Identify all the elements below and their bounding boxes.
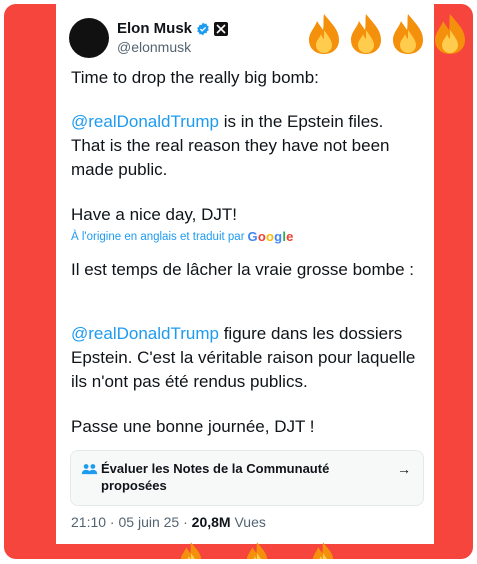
bottom-fire-emojis <box>174 541 340 559</box>
translated-mention-link[interactable]: @realDonaldTrump <box>71 324 219 343</box>
meta-separator: · <box>106 514 119 530</box>
verified-badge-icon <box>196 22 210 36</box>
community-notes-button[interactable] <box>70 450 424 506</box>
fire-icon <box>430 12 470 56</box>
author-name[interactable]: Elon Musk <box>117 20 193 37</box>
fire-emojis <box>304 12 470 56</box>
author-row <box>117 20 228 37</box>
tweet-line-3: Have a nice day, DJT! <box>71 205 237 224</box>
x-logo-icon <box>214 22 228 36</box>
avatar[interactable] <box>69 18 109 58</box>
fire-icon <box>306 541 340 559</box>
tweet-meta <box>71 514 266 530</box>
translation-note[interactable] <box>71 229 294 244</box>
tweet-card <box>56 4 434 544</box>
meta-separator: · <box>179 514 192 530</box>
fire-icon <box>388 12 428 56</box>
tweet-date[interactable]: 05 juin 25 <box>118 514 180 530</box>
tweet-line-1: Time to drop the really big bomb: <box>71 68 319 87</box>
translated-paragraph-2 <box>71 322 421 394</box>
community-notes-icon <box>81 462 98 476</box>
community-notes-label: Évaluer les Notes de la Communauté proposées <box>101 461 330 493</box>
fire-icon <box>174 541 208 559</box>
fire-icon <box>304 12 344 56</box>
tweet-paragraph-2 <box>71 110 421 182</box>
translation-note-label: À l'origine en anglais et traduit par <box>71 230 245 243</box>
view-count: 20,8M <box>191 514 231 530</box>
fire-icon <box>240 541 274 559</box>
red-frame <box>4 4 473 559</box>
mention-link[interactable]: @realDonaldTrump <box>71 112 219 131</box>
views-label: Vues <box>234 514 266 530</box>
translated-line-3: Passe une bonne journée, DJT ! <box>71 417 315 436</box>
google-logo: Google <box>247 229 294 244</box>
tweet-time[interactable]: 21:10 <box>71 514 107 530</box>
translated-line-2: figure dans les dossiers Epstein. C'est la véritable raison pour laquelle ils n'ont pas été rendus publics. <box>71 324 416 391</box>
translated-line-1: Il est temps de lâcher la vraie grosse bombe : <box>71 260 414 279</box>
author-handle[interactable]: @elonmusk <box>117 39 192 55</box>
fire-icon <box>346 12 386 56</box>
arrow-right-icon: → <box>397 461 411 477</box>
tweet-line-2: is in the Epstein files. That is the real reason they have not been made public. <box>71 112 390 179</box>
